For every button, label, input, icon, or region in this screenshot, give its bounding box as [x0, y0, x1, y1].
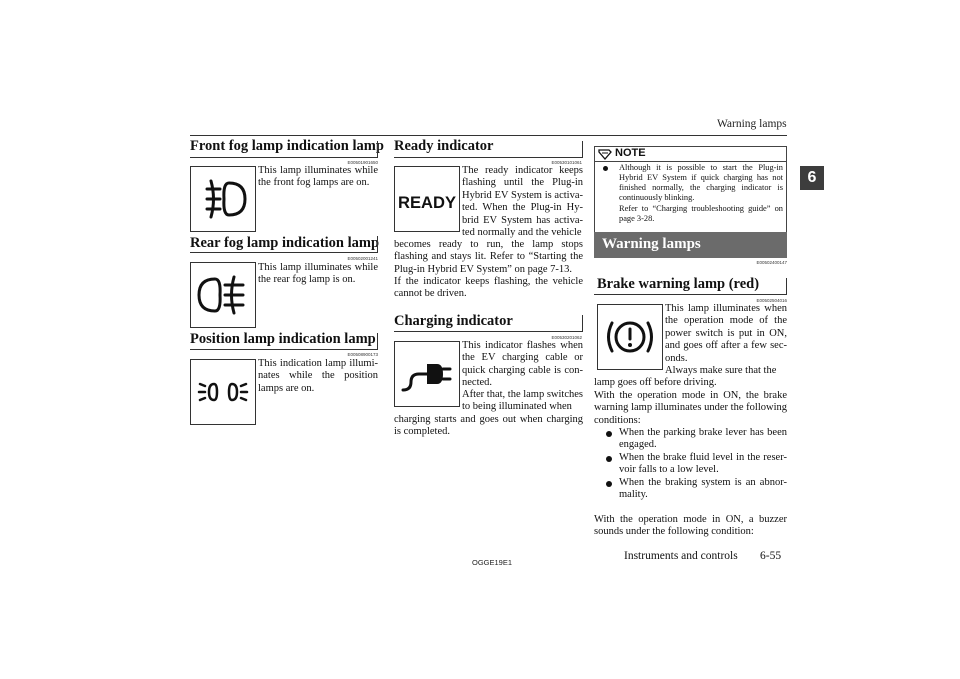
note-icon: [597, 147, 613, 161]
heading-tick: [582, 315, 583, 331]
bullet-dot: [606, 456, 612, 462]
section-heading-brake: Brake warning lamp (red): [597, 276, 760, 292]
heading-rule: [394, 331, 583, 332]
section-heading-rear-fog: Rear fog lamp indication lamp: [190, 235, 380, 251]
heading-rule: [190, 349, 378, 350]
banner-title: Warning lamps: [602, 236, 701, 252]
charging-text-side: This indicator flashes when the EV charging cable or quick charging cable is con-nected.: [462, 340, 583, 389]
bullet-dot: [606, 431, 612, 437]
brake-warning-icon: [597, 304, 663, 370]
brake-text-side-2: Always make sure that the: [665, 365, 777, 376]
section-heading-ready: Ready indicator: [394, 138, 494, 154]
doc-code-charging: E00530201062: [551, 335, 582, 340]
heading-tick: [582, 141, 583, 157]
heading-rule: [190, 157, 378, 158]
section-heading-front-fog: Front fog lamp indication lamp: [190, 138, 384, 154]
footer-page-number: 6-55: [760, 550, 782, 562]
heading-tick: [377, 333, 378, 349]
ready-icon-text: READY: [398, 193, 457, 212]
section-heading-charging: Charging indicator: [394, 313, 513, 329]
ready-text-full: becomes ready to run, the lamp stops flashing and stays lit. Refer to “Starting the Plug-in Hybrid EV System” on page 7-13.: [394, 239, 583, 275]
footer-doc-code: OGGE19E1: [472, 558, 513, 567]
doc-code-rear-fog: E00502001241: [347, 256, 378, 261]
chapter-tab: 6: [800, 166, 824, 190]
brake-text-full-2: With the operation mode in ON, the brake warning lamp illuminates under the following conditions:: [594, 390, 787, 426]
position-lamp-text: This indication lamp illumi-nates while the position lamps are on.: [258, 358, 378, 394]
footer-section: Instruments and controls: [624, 550, 738, 562]
heading-tick: [786, 278, 787, 294]
heading-rule: [394, 157, 583, 158]
rear-fog-icon: [190, 262, 256, 328]
doc-code-front-fog: E00501901650: [347, 160, 378, 165]
note-refer-text: Refer to “Charging troubleshooting guide” on page 3-28.: [619, 204, 783, 223]
brake-closing-text: With the operation mode in ON, a buzzer sounds under the following condition:: [594, 514, 787, 538]
note-label: NOTE: [615, 147, 646, 159]
header-rule: [190, 135, 787, 136]
ready-indicator-icon: [394, 166, 460, 232]
charging-indicator-icon: [394, 341, 460, 407]
ready-text-side: The ready indicator keeps flashing until the Plug-in Hybrid EV System is activa-ted. When the Plug-in Hy-brid EV System has activa-ted normally and the vehicle: [462, 165, 583, 239]
bullet-dot: [606, 481, 612, 487]
brake-bullet-2: When the brake fluid level in the reser-voir falls to a low level.: [619, 452, 787, 476]
doc-code-ready: E00530101061: [551, 160, 582, 165]
heading-rule: [594, 294, 787, 295]
rear-fog-text: This lamp illuminates while the rear fog lamp is on.: [258, 262, 378, 286]
brake-bullet-1: When the parking brake lever has been engaged.: [619, 427, 787, 451]
section-heading-position-lamp: Position lamp indication lamp: [190, 331, 376, 347]
brake-text-full: lamp goes off before driving.: [594, 377, 717, 388]
doc-code-brake: E00502504016: [756, 298, 787, 303]
front-fog-icon: [190, 166, 256, 232]
note-header: [595, 147, 786, 162]
section-banner: [594, 232, 787, 258]
note-box: [594, 146, 787, 240]
heading-tick: [377, 141, 378, 157]
charging-text-full: charging starts and goes out when charging is completed.: [394, 414, 583, 438]
front-fog-text: This lamp illuminates while the front fog lamps are on.: [258, 165, 378, 189]
charging-text-side-2: After that, the lamp switches to being illuminated when: [462, 389, 584, 413]
doc-code-position-lamp: E00508900173: [347, 352, 378, 357]
page-header-title: Warning lamps: [717, 118, 787, 130]
note-bullet-text: Although it is possible to start the Plug-in Hybrid EV System if quick charging has not finished normally, the charging indicator is continuously blinking.: [619, 163, 783, 202]
position-lamp-icon: [190, 359, 256, 425]
brake-text-side: This lamp illuminates when the operation mode of the power switch is put in ON, and goes off after a few sec-onds.: [665, 303, 787, 364]
ready-text-full-2: If the indicator keeps flashing, the vehicle cannot be driven.: [394, 276, 583, 300]
note-bullet-dot: [603, 166, 608, 171]
brake-bullet-3: When the braking system is an abnor-mality.: [619, 477, 787, 501]
heading-rule: [190, 252, 378, 253]
heading-tick: [377, 236, 378, 252]
doc-code-warning: E00502400147: [756, 260, 787, 265]
